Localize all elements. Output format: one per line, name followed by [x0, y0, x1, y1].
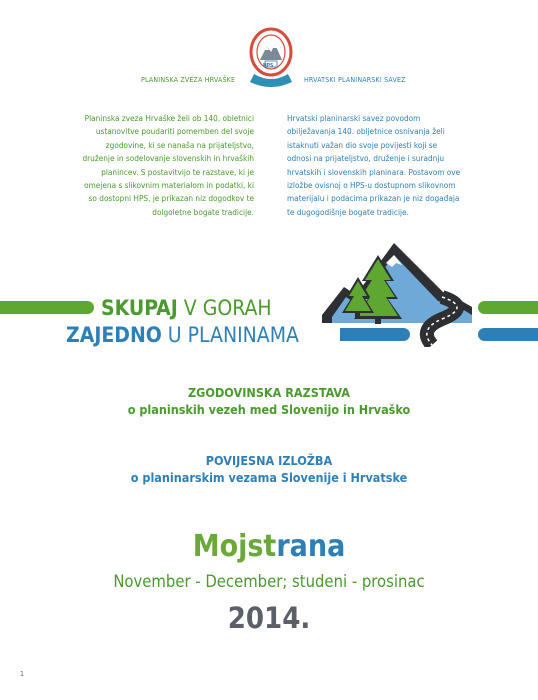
intro-slovene: Planinska zveza Hrvaške želi ob 140. obletnici ustanovitve poudariti pomemben del svoje zgodovine, ki se nanaša na prijateljstvo, druženje in sodelovanje slovenskih in hrvaških planincev. S postavitvijo te razstave, ki je omejena s slikovnim materialom in podatki, ki so dostopni HPS, je prikazan niz dogodkov te dolgoletne bogate tradicije.	[82, 113, 254, 217]
motto-croatian-rest: U PLANINAMA	[161, 323, 299, 347]
hps-logo-icon	[248, 26, 294, 94]
exhibition-subtitle-croatian: o planinarskim vezama Slovenije i Hrvatske	[130, 470, 408, 485]
middle-blue-bar	[340, 328, 410, 341]
logo	[248, 26, 294, 94]
exhibition-subtitle-slovene: o planinskih vezeh med Slovenijo in Hrvaško	[127, 402, 411, 417]
exhibition-title-croatian: POVIJESNA IZLOŽBA	[205, 453, 333, 468]
motto-slovene-bold: SKUPAJ	[101, 296, 178, 320]
motto-croatian	[66, 323, 299, 347]
intro-croatian: Hrvatski planinarski savez povodom obilježavanja 140. obljetnice osnivanja želi istaknuti važan dio svoje povijesti koji se odnosi na prijateljstvo, druženje i suradnju hrvatskih i slovenskih planinara. Postavom ove izložbe ovisnoj o HPS-u dostupnom slikovnom materijalu i podacima prikazan je niz događaja te dugogodišnje bogate tradicije.	[287, 113, 461, 217]
page-number: 1	[20, 670, 25, 678]
right-blue-bar	[478, 328, 538, 341]
motto-slovene	[101, 296, 272, 320]
left-green-bar	[0, 301, 94, 314]
motto-slovene-rest: V GORAH	[177, 296, 272, 320]
event-year: 2014.	[227, 601, 311, 635]
event-place-head: Mojst	[192, 529, 277, 564]
right-green-bar	[478, 301, 538, 314]
org-name-slovene: PLANINSKA ZVEZA HRVAŠKE	[141, 76, 236, 84]
logo-text: HPS	[263, 63, 274, 69]
event-place	[0, 529, 538, 564]
event-place-tail: rana	[276, 529, 346, 564]
motto-croatian-bold: ZAJEDNO	[66, 323, 162, 347]
exhibition-title-slovene: ZGODOVINSKA RAZSTAVA	[188, 385, 350, 400]
event-dates: November - December; studeni - prosinac	[113, 572, 425, 591]
org-name-croatian: HRVATSKI PLANINARSKI SAVEZ	[304, 76, 406, 84]
